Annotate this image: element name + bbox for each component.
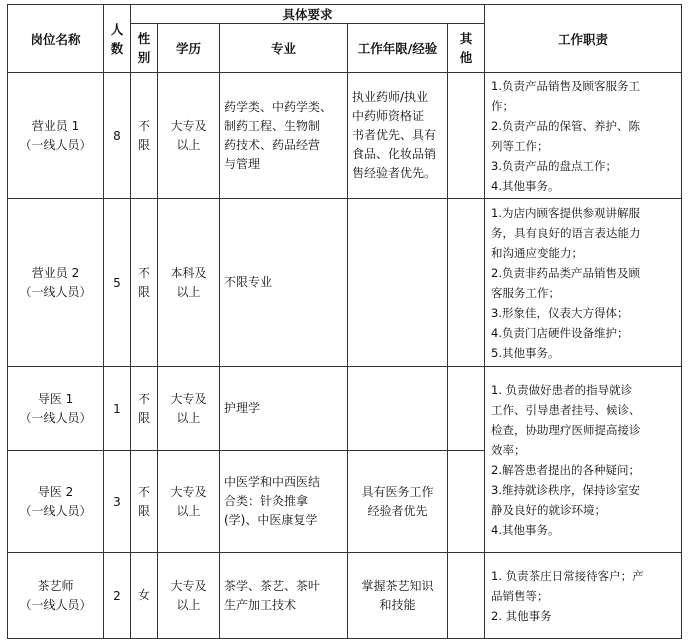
header-duties: 工作职责 xyxy=(485,5,682,73)
header-position: 岗位名称 xyxy=(8,5,104,73)
header-major: 专业 xyxy=(220,24,348,73)
position-cell: 导医 1 （一线人员） xyxy=(8,367,104,451)
major-cell: 中医学和中西医结 合类：针灸推拿 (学)、中医康复学 xyxy=(220,451,348,553)
major-cell: 不限专业 xyxy=(220,199,348,367)
major-cell: 护理学 xyxy=(220,367,348,451)
duties-cell: 1. 负责做好患者的指导就诊 工作、引导患者挂号、候诊、 检查，协助理疗医师提高接诊 效率； 2.解答患者提出的各种疑问； 3.维持就诊秩序，保持诊室安 静及良好的就诊环境； 4.其他事务。 xyxy=(485,367,682,553)
job-requirements-table xyxy=(7,4,682,639)
count-cell: 5 xyxy=(104,199,131,367)
other-cell xyxy=(448,553,485,639)
duties-cell: 1.负责产品销售及顾客服务工 作； 2.负责产品的保管、养护、陈 列等工作； 3.负责产品的盘点工作； 4.其他事务。 xyxy=(485,73,682,199)
other-cell xyxy=(448,199,485,367)
gender-cell: 不 限 xyxy=(131,451,158,553)
count-cell: 3 xyxy=(104,451,131,553)
other-cell xyxy=(448,367,485,451)
other-cell xyxy=(448,73,485,199)
education-cell: 本科及 以上 xyxy=(158,199,220,367)
position-cell: 营业员 2 （一线人员） xyxy=(8,199,104,367)
header-experience: 工作年限/经验 xyxy=(348,24,448,73)
table-row xyxy=(8,73,682,199)
gender-cell: 不 限 xyxy=(131,73,158,199)
major-cell: 药学类、中药学类、 制药工程、生物制 药技术、药品经营 与管理 xyxy=(220,73,348,199)
education-cell: 大专及 以上 xyxy=(158,553,220,639)
position-cell: 导医 2 （一线人员） xyxy=(8,451,104,553)
position-cell: 茶艺师 （一线人员） xyxy=(8,553,104,639)
count-cell: 8 xyxy=(104,73,131,199)
education-cell: 大专及 以上 xyxy=(158,367,220,451)
table-row xyxy=(8,553,682,639)
duties-cell: 1. 负责茶庄日常接待客户；产 品销售等； 2. 其他事务 xyxy=(485,553,682,639)
header-requirements: 具体要求 xyxy=(131,5,485,24)
duties-cell: 1.为店内顾客提供参观讲解服 务，具有良好的语言表达能力 和沟通应变能力； 2.负责非药品类产品销售及顾 客服务工作； 3.形象佳，仪表大方得体； 4.负责门店硬件设备维护； 5.其他事务。 xyxy=(485,199,682,367)
gender-cell: 女 xyxy=(131,553,158,639)
table-row xyxy=(8,199,682,367)
count-cell: 1 xyxy=(104,367,131,451)
gender-cell: 不 限 xyxy=(131,199,158,367)
count-cell: 2 xyxy=(104,553,131,639)
experience-cell: 具有医务工作 经验者优先 xyxy=(348,451,448,553)
experience-cell: 执业药师/执业 中药师资格证 书者优先、具有 食品、化妆品销 售经验者优先。 xyxy=(348,73,448,199)
header-gender: 性 别 xyxy=(131,24,158,73)
header-education: 学历 xyxy=(158,24,220,73)
experience-cell xyxy=(348,367,448,451)
table-row xyxy=(8,367,682,451)
header-count: 人 数 xyxy=(104,5,131,73)
header-other: 其 他 xyxy=(448,24,485,73)
experience-cell: 掌握茶艺知识 和技能 xyxy=(348,553,448,639)
gender-cell: 不 限 xyxy=(131,367,158,451)
experience-cell xyxy=(348,199,448,367)
other-cell xyxy=(448,451,485,553)
education-cell: 大专及 以上 xyxy=(158,73,220,199)
major-cell: 茶学、茶艺、茶叶 生产加工技术 xyxy=(220,553,348,639)
position-cell: 营业员 1 （一线人员） xyxy=(8,73,104,199)
education-cell: 大专及 以上 xyxy=(158,451,220,553)
